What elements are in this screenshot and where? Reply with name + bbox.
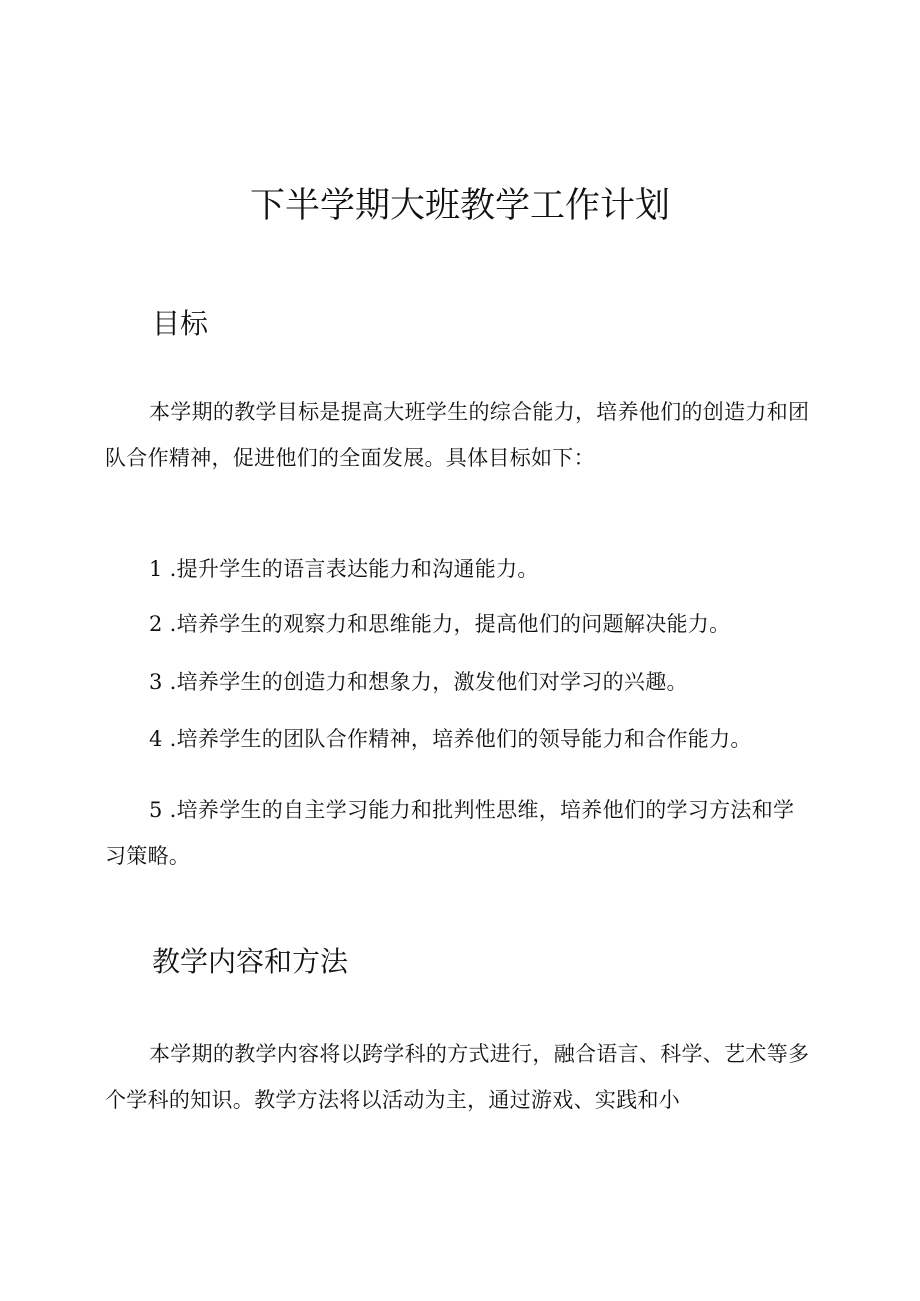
- goals-intro-paragraph: 本学期的教学目标是提高大班学生的综合能力，培养他们的创造力和团队合作精神，促进他们的全面发展。具体目标如下：: [105, 400, 810, 470]
- goal-item-3: 3 .培养学生的创造力和想象力，激发他们对学习的兴趣。: [149, 670, 688, 694]
- section-heading-goals: 目标: [152, 307, 209, 340]
- goal-item-4: 4 .培养学生的团队合作精神，培养他们的领导能力和合作能力。: [149, 727, 752, 751]
- section-heading-content-methods: 教学内容和方法: [152, 945, 349, 978]
- content-methods-paragraph: 本学期的教学内容将以跨学科的方式进行，融合语言、科学、艺术等多个学科的知识。教学方法将以活动为主，通过游戏、实践和小: [105, 1042, 810, 1112]
- goal-item-5: 5 .培养学生的自主学习能力和批判性思维，培养他们的学习方法和学习策略。: [105, 798, 795, 868]
- goal-item-1: 1 .提升学生的语言表达能力和沟通能力。: [149, 557, 539, 581]
- document-title: 下半学期大班教学工作计划: [249, 186, 670, 226]
- goal-item-2: 2 .培养学生的观察力和思维能力，提高他们的问题解决能力。: [149, 612, 731, 636]
